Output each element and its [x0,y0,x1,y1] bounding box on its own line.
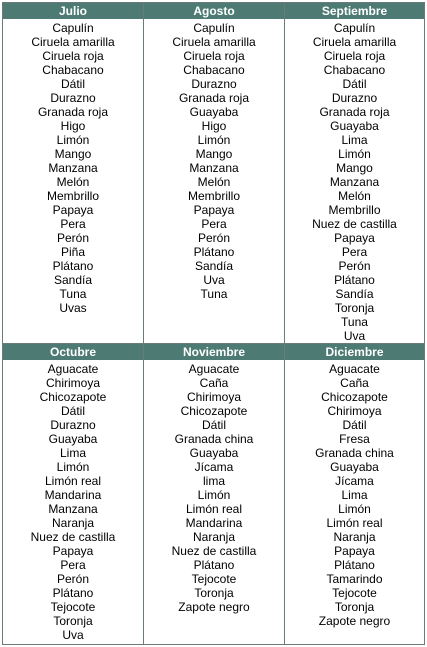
fruit-item: Pera [341,245,368,259]
fruit-item: Aguacate [47,362,99,376]
month-column [143,344,284,644]
fruit-item: Lima [341,488,368,502]
fruit-item: Toronja [334,600,375,614]
fruit-item: Chirimoya [45,376,100,390]
fruit-item: Papaya [334,544,375,558]
fruit-item: Melón [197,175,231,189]
fruit-list [144,19,284,301]
fruit-item: Durazno [50,91,96,105]
fruit-item: Papaya [334,231,375,245]
fruit-item: Manzana [329,175,380,189]
fruit-item: lima [202,474,225,488]
month-column [3,344,143,644]
fruit-item: Melón [338,189,371,203]
fruit-item: Dátil [60,404,85,418]
fruit-item: Tejocote [50,600,96,614]
fruit-item: Plátano [52,586,94,600]
fruit-item: Limón [197,488,231,502]
fruit-item: Chabacano [183,63,245,77]
fruit-item: Granada roja [178,91,250,105]
fruit-item: Pera [60,558,86,572]
fruit-item: Guayaba [189,105,239,119]
fruit-item: Granada roja [37,105,109,119]
fruit-item: Membrillo [187,189,240,203]
month-column [284,3,424,343]
fruit-item: Tuna [341,315,368,329]
fruit-item: Lima [341,133,368,147]
month-header: Julio [3,3,143,19]
fruit-item: Membrillo [46,189,99,203]
fruit-item: Granada china [315,446,394,460]
fruit-item: Mandarina [44,488,102,502]
month-header: Octubre [3,344,143,360]
fruit-item: Limón [338,147,371,161]
fruit-item: Limón [197,133,231,147]
fruit-item: Membrillo [328,203,381,217]
fruit-item: Caña [199,376,229,390]
fruit-item: Perón [197,231,231,245]
fruit-item: Ciruela amarilla [172,35,256,49]
fruit-item: Nuez de castilla [312,217,397,231]
fruit-item: Perón [56,572,90,586]
fruit-item: Toronja [334,301,375,315]
fruit-item: Papaya [52,203,94,217]
fruit-item: Sandía [53,273,93,287]
fruit-item: Uvas [59,301,87,315]
fruit-item: Plátano [52,259,94,273]
fruit-item: Naranja [333,530,376,544]
fruit-item: Capulín [193,21,235,35]
fruit-item: Mango [336,161,373,175]
fruit-item: Limón real [44,474,102,488]
fruit-item: Guayaba [189,446,239,460]
fruit-item: Fresa [339,432,370,446]
fruit-item: Uva [62,628,84,642]
fruit-item: Manzana [48,502,98,516]
fruit-item: Plátano [334,273,375,287]
fruit-item: Toronja [194,586,234,600]
fruit-item: Limón [338,502,371,516]
fruit-item: Durazno [191,77,237,91]
fruit-item: Limón [56,460,90,474]
fruit-item: Chicozapote [180,404,248,418]
fruit-item: Pera [201,217,227,231]
fruit-list [3,360,143,642]
fruit-item: Capulín [333,21,376,35]
fruit-item: Aguacate [329,362,380,376]
fruit-item: Guayaba [330,460,379,474]
fruit-item: Nuez de castilla [171,544,257,558]
fruit-item: Uva [203,273,225,287]
month-header: Diciembre [285,344,424,360]
fruit-list [3,19,143,315]
fruit-item: Zapote negro [318,614,391,628]
table-section-oct-dec [3,344,424,644]
fruit-item: Ciruela amarilla [31,35,115,49]
fruit-item: Dátil [201,418,226,432]
fruit-item: Tamarindo [326,572,383,586]
fruit-item: Durazno [331,91,378,105]
fruit-item: Limón [56,133,90,147]
fruit-item: Ciruela roja [183,49,245,63]
fruit-item: Pera [60,217,86,231]
fruit-item: Capulín [52,21,94,35]
month-header: Septiembre [285,3,424,19]
fruit-item: Caña [340,376,369,390]
fruit-item: Toronja [53,614,93,628]
fruit-item: Ciruela roja [323,49,386,63]
month-header: Agosto [144,3,284,19]
fruit-item: Jícama [194,460,234,474]
fruit-item: Chirimoya [327,404,382,418]
month-column [284,344,424,644]
fruit-item: Melón [56,175,90,189]
fruit-item: Plátano [193,558,235,572]
fruit-item: Uva [343,329,366,343]
fruit-item: Mandarina [185,516,243,530]
fruit-list [285,360,424,628]
fruit-item: Tejocote [191,572,237,586]
fruit-item: Granada china [174,432,254,446]
fruit-list [285,19,424,343]
fruit-item: Jícama [335,474,374,488]
month-column [3,3,143,343]
fruit-item: Limón real [326,516,383,530]
fruit-item: Perón [338,259,371,273]
fruit-item: Piña [60,245,86,259]
month-column [143,3,284,343]
fruit-item: Mango [195,147,233,161]
fruit-item: Ciruela roja [42,49,104,63]
fruit-item: Plátano [193,245,235,259]
fruit-item: Manzana [48,161,98,175]
month-header: Noviembre [144,344,284,360]
fruit-item: Sandía [194,259,234,273]
fruit-item: Chirimoya [186,390,241,404]
fruit-item: Chicozapote [39,390,107,404]
fruit-item: Papaya [52,544,94,558]
fruit-item: Dátil [342,418,367,432]
fruit-item: Limón real [185,502,243,516]
fruit-item: Naranja [192,530,236,544]
table-section-jul-sep [3,3,424,343]
fruit-item: Dátil [60,77,85,91]
fruit-item: Mango [54,147,92,161]
fruit-item: Papaya [193,203,235,217]
fruit-item: Guayaba [330,119,379,133]
fruit-list [144,360,284,614]
fruit-item: Tejocote [332,586,377,600]
fruit-item: Chicozapote [321,390,388,404]
fruit-item: Higo [60,119,86,133]
fruit-item: Tuna [200,287,228,301]
fruit-item: Naranja [51,516,95,530]
fruit-item: Sandía [335,287,374,301]
fruit-season-table [2,2,425,645]
fruit-item: Plátano [334,558,375,572]
fruit-item: Dátil [342,77,367,91]
fruit-item: Higo [201,119,227,133]
fruit-item: Manzana [189,161,239,175]
fruit-item: Chabacano [323,63,386,77]
fruit-item: Durazno [50,418,96,432]
fruit-item: Aguacate [188,362,240,376]
fruit-item: Chabacano [42,63,104,77]
fruit-item: Zapote negro [178,600,250,614]
fruit-item: Guayaba [48,432,98,446]
fruit-item: Nuez de castilla [30,530,116,544]
fruit-item: Tuna [59,287,87,301]
fruit-item: Perón [56,231,90,245]
fruit-item: Granada roja [319,105,390,119]
fruit-item: Lima [59,446,86,460]
fruit-item: Ciruela amarilla [312,35,397,49]
